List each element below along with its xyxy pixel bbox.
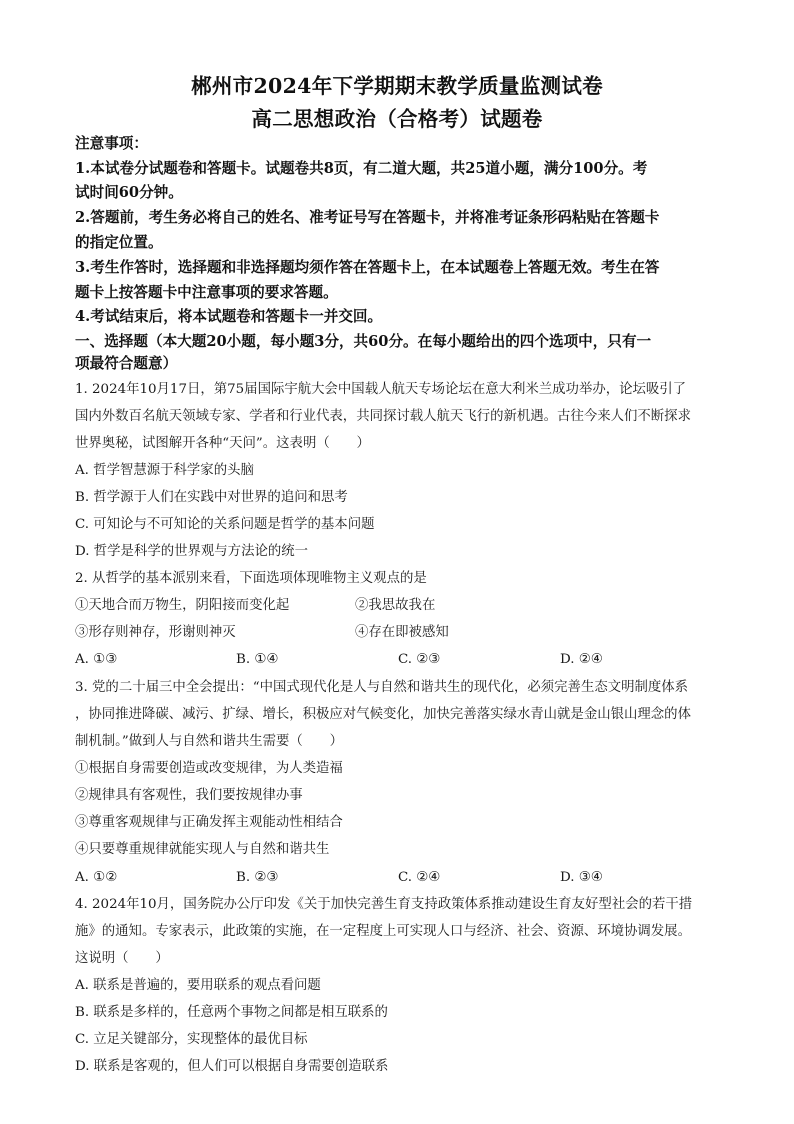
notes-line: 题卡上按答题卡中注意事项的要求答题。 — [75, 284, 338, 301]
question-stem: 施》的通知。专家表示，此政策的实施，在一定程度上可实现人口与经济、社会、资源、环境协调发展。 — [75, 924, 691, 939]
question-stem: 4. 2024年10月，国务院办公厅印发《关于加快完善生育支持政策体系推动建设生育友好型社会的若干措 — [75, 897, 693, 912]
statement-item: ③形存则神存，形谢则神灭 — [75, 625, 236, 640]
answer-option: C. 立足关键部分，实现整体的最优目标 — [75, 1032, 308, 1047]
answer-choice: D. ③④ — [560, 870, 603, 885]
notes-line: 试时间60分钟。 — [75, 184, 183, 201]
question-stem: 制机制。”做到人与自然和谐共生需要（ ） — [75, 734, 343, 749]
answer-choice: A. ①② — [75, 870, 118, 885]
answer-option: B. 联系是多样的，任意两个事物之间都是相互联系的 — [75, 1005, 388, 1020]
notes-line: 1.本试卷分试题卷和答题卡。试题卷共8页，有二道大题，共25道小题，满分100分。考 — [75, 160, 648, 177]
question-stem: ，协同推进降碳、减污、扩绿、增长，积极应对气候变化，加快完善落实绿水青山就是金山银山理念的体 — [75, 707, 691, 722]
question-stem: 世界奥秘，试图解开各种“天问”。这表明（ ） — [75, 436, 370, 451]
notes-line: 2.答题前，考生务必将自己的姓名、准考证号写在答题卡，并将准考证条形码粘贴在答题卡 — [75, 209, 660, 226]
section-heading: 一、选择题（本大题20小题，每小题3分，共60分。在每小题给出的四个选项中，只有一 — [75, 333, 652, 350]
answer-choice: C. ②④ — [398, 870, 441, 885]
statement-item: ②我思故我在 — [355, 598, 436, 613]
question-stem: 2. 从哲学的基本派别来看，下面选项体现唯物主义观点的是 — [75, 571, 427, 586]
answer-choice: C. ②③ — [398, 652, 441, 667]
question-stem: 国内外数百名航天领域专家、学者和行业代表，共同探讨载人航天飞行的新机遇。古往今来人们不断探求 — [75, 409, 691, 424]
answer-choice: B. ②③ — [236, 870, 279, 885]
answer-choice: D. ②④ — [560, 652, 603, 667]
exam-title: 郴州市2024年下学期期末教学质量监测试卷 — [191, 74, 603, 98]
notes-heading: 注意事项： — [75, 135, 148, 152]
answer-option: C. 可知论与不可知论的关系问题是哲学的基本问题 — [75, 517, 375, 532]
answer-option: A. 哲学智慧源于科学家的头脑 — [75, 463, 254, 478]
section-heading: 项最符合题意） — [75, 355, 178, 372]
answer-choice: A. ①③ — [75, 652, 118, 667]
answer-option: D. 联系是客观的，但人们可以根据自身需要创造联系 — [75, 1059, 389, 1074]
statement-item: ④存在即被感知 — [355, 625, 449, 640]
answer-choice: B. ①④ — [236, 652, 279, 667]
statement-item: ③尊重客观规律与正确发挥主观能动性相结合 — [75, 815, 343, 830]
statement-item: ①天地合而万物生，阴阳接而变化起 — [75, 598, 290, 613]
notes-line: 4.考试结束后，将本试题卷和答题卡一并交回。 — [75, 308, 383, 325]
question-stem: 3. 党的二十届三中全会提出：“中国式现代化是人与自然和谐共生的现代化，必须完善生态文明制度体系 — [75, 680, 689, 695]
question-stem: 1. 2024年10月17日，第75届国际宇航大会中国载人航天专场论坛在意大利米兰成功举办，论坛吸引了 — [75, 382, 687, 397]
notes-line: 3.考生作答时，选择题和非选择题均须作答在答题卡上，在本试题卷上答题无效。考生在答 — [75, 259, 660, 276]
exam-subtitle: 高二思想政治（合格考）试题卷 — [251, 107, 543, 131]
statement-item: ①根据自身需要创造或改变规律，为人类造福 — [75, 761, 343, 776]
answer-option: A. 联系是普遍的，要用联系的观点看问题 — [75, 978, 321, 993]
answer-option: D. 哲学是科学的世界观与方法论的统一 — [75, 544, 309, 559]
statement-item: ②规律具有客观性，我们要按规律办事 — [75, 788, 303, 803]
answer-option: B. 哲学源于人们在实践中对世界的追问和思考 — [75, 490, 348, 505]
notes-line: 的指定位置。 — [75, 234, 163, 251]
statement-item: ④只要尊重规律就能实现人与自然和谐共生 — [75, 842, 330, 857]
question-stem: 这说明（ ） — [75, 951, 169, 966]
